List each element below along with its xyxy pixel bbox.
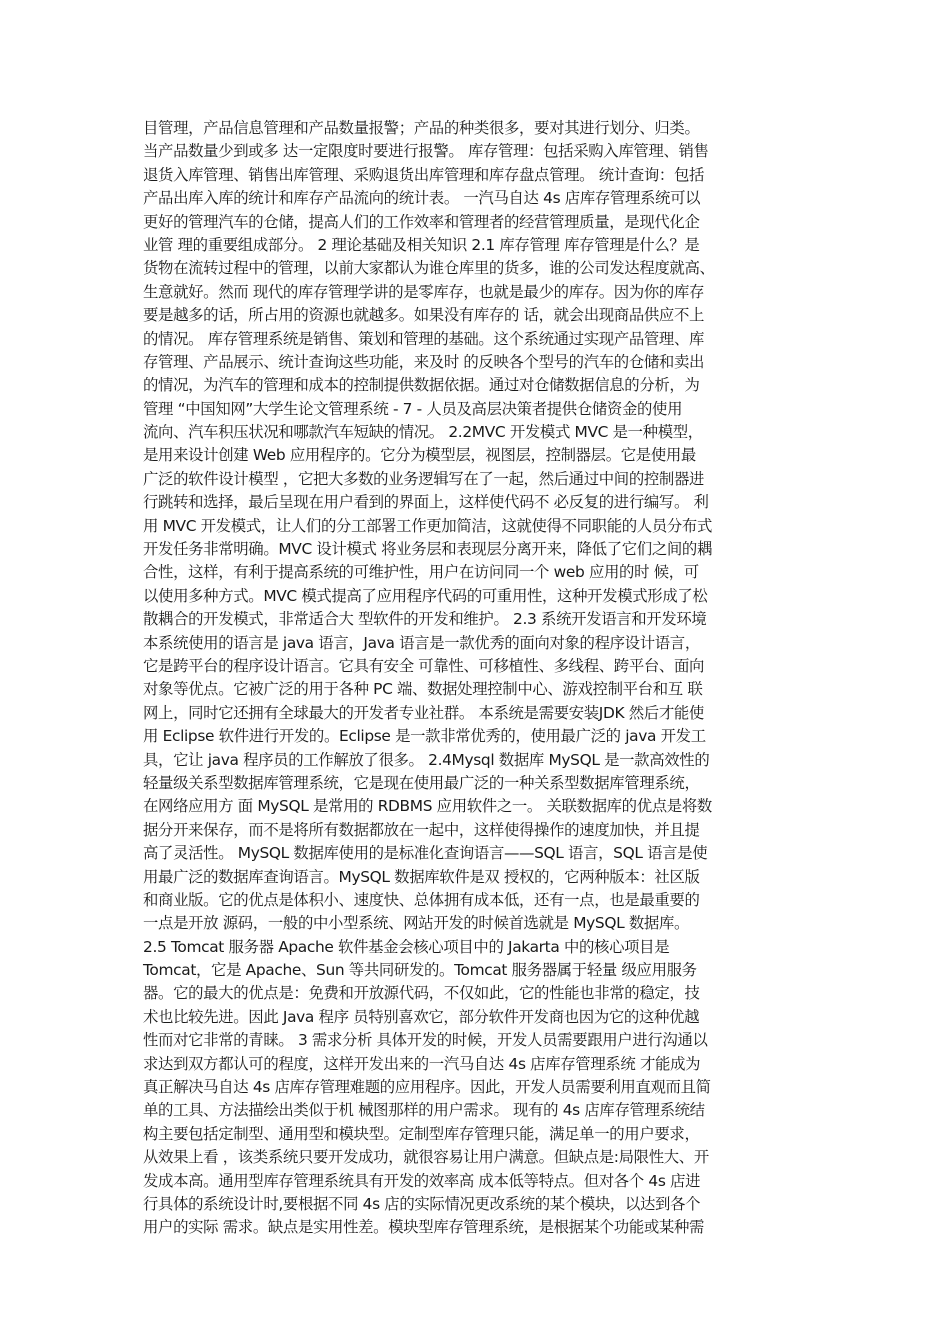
text-line: 2.5 Tomcat 服务器 Apache 软件基金会核心项目中的 Jakarta 中的核心项目是 [143,937,670,956]
text-line: 本系统使用的语言是 java 语言，Java 语言是一款优秀的面向对象的程序设计语言， [143,633,700,652]
text-line: 以使用多种方式。MVC 模式提高了应用程序代码的可重用性，这种开发模式形成了松 [143,586,708,605]
text-line: 高了灵活性。 MySQL 数据库使用的是标准化查询语言——SQL 语言，SQL 语言是使 [143,844,708,863]
text-line: 行跳转和选择，最后呈现在用户看到的界面上，这样使代码不 必反复的进行编写。 利 [143,493,709,512]
text-line: 具，它让 java 程序员的工作解放了很多。 2.4Mysql 数据库 MySQL 是一款高效性的 [143,750,710,769]
text-line: 和商业版。它的优点是体积小、速度快、总体拥有成本低，还有一点，也是最重要的 [143,890,700,909]
text-line: 当产品数量少到或多 达一定限度时要进行报警。 库存管理：包括采购入库管理、销售 [143,142,709,161]
text-line: Tomcat，它是 Apache、Sun 等共同研发的。Tomcat 服务器属于轻量 级应用服务 [143,961,697,980]
text-line: 器。它的最大的优点是：免费和开放源代码，不仅如此，它的性能也非常的稳定，技 [143,984,700,1003]
text-line: 轻量级关系型数据库管理系统，它是现在使用最广泛的一种关系型数据库管理系统， [143,773,700,792]
text-line: 从效果上看 ，该类系统只要开发成功，就很容易让用户满意。但缺点是:局限性大、开 [143,1148,709,1167]
text-line: 一点是开放 源码，一般的中小型系统、网站开发的时候首选就是 MySQL 数据库。 [143,914,690,933]
text-line: 合性，这样，有利于提高系统的可维护性，用户在访问同一个 web 应用的时 候，可 [143,563,699,582]
text-line: 性而对它非常的青睐。 3 需求分析 具体开发的时候，开发人员需要跟用户进行沟通以 [143,1031,708,1050]
text-line: 构主要包括定制型、通用型和模块型。定制型库存管理只能，满足单一的用户要求， [143,1124,700,1143]
text-line: 在网络应用方 面 MySQL 是常用的 RDBMS 应用软件之一。 关联数据库的优点是将数 [143,797,712,816]
text-line: 是用来设计创建 Web 应用程序的。它分为模型层，视图层，控制器层。它是使用最 [143,446,696,465]
text-line: 据分开来保存，而不是将所有数据都放在一起中，这样使得操作的速度加快，并且提 [143,820,700,839]
text-line: 退货入库管理、销售出库管理、采购退货出库管理和库存盘点管理。 统计查询：包括 [143,165,705,184]
text-line: 产品出库入库的统计和库存产品流向的统计表。 一汽马自达 4s 店库存管理系统可以 [143,189,701,208]
text-line: 行具体的系统设计时,要根据不同 4s 店的实际情况更改系统的某个模块，以达到各个 [143,1194,701,1213]
text-line: 发成本高。通用型库存管理系统具有开发的效率高 成本低等特点。但对各个 4s 店进 [143,1171,701,1190]
text-line: 用最广泛的数据库查询语言。MySQL 数据库软件是双 授权的，它两种版本：社区版 [143,867,700,886]
text-line: 管理 “中国知网”大学生论文管理系统 - 7 - 人员及高层决策者提供仓储资金的使用 [143,399,683,418]
text-line: 对象等优点。它被广泛的用于各种 PC 端、数据处理控制中心、游戏控制平台和互 联 [143,680,703,699]
text-line: 单的工具、方法描绘出类似于机 械图那样的用户需求。 现有的 4s 店库存管理系统结 [143,1101,705,1120]
text-line: 网上，同时它还拥有全球最大的开发者专业社群。 本系统是需要安装JDK 然后才能使 [143,703,704,722]
text-line: 散耦合的开发模式，非常适合大 型软件的开发和维护。 2.3 系统开发语言和开发环境 [143,610,707,629]
text-line: 要是越多的话，所占用的资源也就越多。如果没有库存的 话，就会出现商品供应不上 [143,306,705,325]
text-line: 求达到双方都认可的程度，这样开发出来的一汽马自达 4s 店库存管理系统 才能成为 [143,1054,701,1073]
text-line: 货物在流转过程中的管理，以前大家都认为谁仓库里的货多，谁的公司发达程度就高、 [143,259,715,278]
text-line: 用 MVC 开发模式，让人们的分工部署工作更加简洁，这就使得不同职能的人员分布式 [143,516,713,535]
text-line: 广泛的软件设计模型 ，它把大多数的业务逻辑写在了一起，然后通过中间的控制器进 [143,469,705,488]
text-line: 的情况，为汽车的管理和成本的控制提供数据依据。通过对仓储数据信息的分析，为 [143,376,700,395]
text-line: 开发任务非常明确。MVC 设计模式 将业务层和表现层分离开来，降低了它们之间的耦 [143,540,713,559]
body-text [143,117,811,1240]
text-line: 用户的实际 需求。缺点是实用性差。模块型库存管理系统，是根据某个功能或某种需 [143,1218,705,1237]
text-line: 流向、汽车积压状况和哪款汽车短缺的情况。 2.2MVC 开发模式 MVC 是一种模型， [143,423,703,442]
text-line: 用 Eclipse 软件进行开发的。Eclipse 是一款非常优秀的，使用最广泛的 java 开发工 [143,727,706,746]
text-line: 真正解决马自达 4s 店库存管理难题的应用程序。因此，开发人员需要利用直观而且简 [143,1078,711,1097]
text-line: 生意就好。然而 现代的库存管理学讲的是零库存，也就是最少的库存。因为你的库存 [143,282,705,301]
text-line: 更好的管理汽车的仓储，提高人们的工作效率和管理者的经营管理质量，是现代化企 [143,212,700,231]
text-line: 存管理、产品展示、统计查询这些功能，来及时 的反映各个型号的汽车的仓储和卖出 [143,352,705,371]
text-line: 目管理，产品信息管理和产品数量报警；产品的种类很多，要对其进行划分、归类。 [143,119,700,137]
text-line: 业管 理的重要组成部分。 2 理论基础及相关知识 2.1 库存管理 库存管理是什么？是 [143,235,700,254]
text-line: 的情况。 库存管理系统是销售、策划和管理的基础。这个系统通过实现产品管理、库 [143,329,705,348]
text-line: 术也比较先进。因此 Java 程序 员特别喜欢它，部分软件开发商也因为它的这种优越 [143,1007,700,1026]
text-line: 它是跨平台的程序设计语言。它具有安全 可靠性、可移植性、多线程、跨平台、面向 [143,656,705,675]
